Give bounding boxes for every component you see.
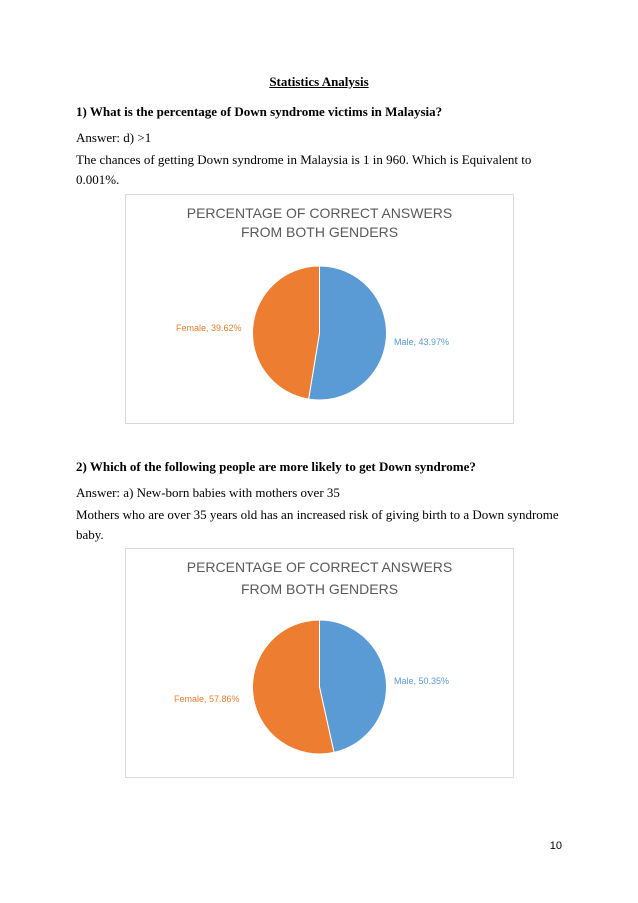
chart-1-label-female: Female, 39.62%: [176, 323, 242, 333]
pie-chart-1-svg: [126, 195, 513, 423]
chart-2-label-female: Female, 57.86%: [174, 694, 240, 704]
explanation-1-line-2: 0.001%.: [76, 172, 120, 187]
answer-2: Answer: a) New-born babies with mothers over 35: [76, 485, 340, 500]
pie-chart-2-svg: [126, 549, 513, 777]
explanation-2: [76, 505, 562, 545]
explanation-2-line-2: baby.: [76, 527, 104, 542]
chart-1-title-line-1: PERCENTAGE OF CORRECT ANSWERS: [186, 205, 453, 221]
pie-chart-2: [125, 548, 514, 778]
explanation-2-line-1: Mothers who are over 35 years old has an increased risk of giving birth to a Down syndrome: [76, 507, 559, 522]
explanation-1: [76, 150, 562, 190]
explanation-1-line-1: The chances of getting Down syndrome in Malaysia is 1 in 960. Which is Equivalent to: [76, 152, 532, 167]
page-heading: Statistics Analysis: [269, 74, 369, 89]
chart-2-label-male: Male, 50.35%: [394, 676, 450, 686]
pie-slice-female: [252, 266, 319, 399]
chart-2-title-line-1: PERCENTAGE OF CORRECT ANSWERS: [186, 559, 453, 575]
chart-2-title-line-2: FROM BOTH GENDERS: [240, 581, 399, 597]
pie-chart-1: [125, 194, 514, 424]
question-2: 2) Which of the following people are more likely to get Down syndrome?: [76, 459, 476, 474]
chart-1-label-male: Male, 43.97%: [394, 337, 450, 347]
question-1: 1) What is the percentage of Down syndrome victims in Malaysia?: [76, 104, 443, 119]
pie-slice-male: [309, 266, 387, 400]
chart-1-title-line-2: FROM BOTH GENDERS: [240, 224, 399, 240]
page-number: 10: [549, 840, 562, 852]
answer-1: Answer: d) >1: [76, 130, 152, 145]
